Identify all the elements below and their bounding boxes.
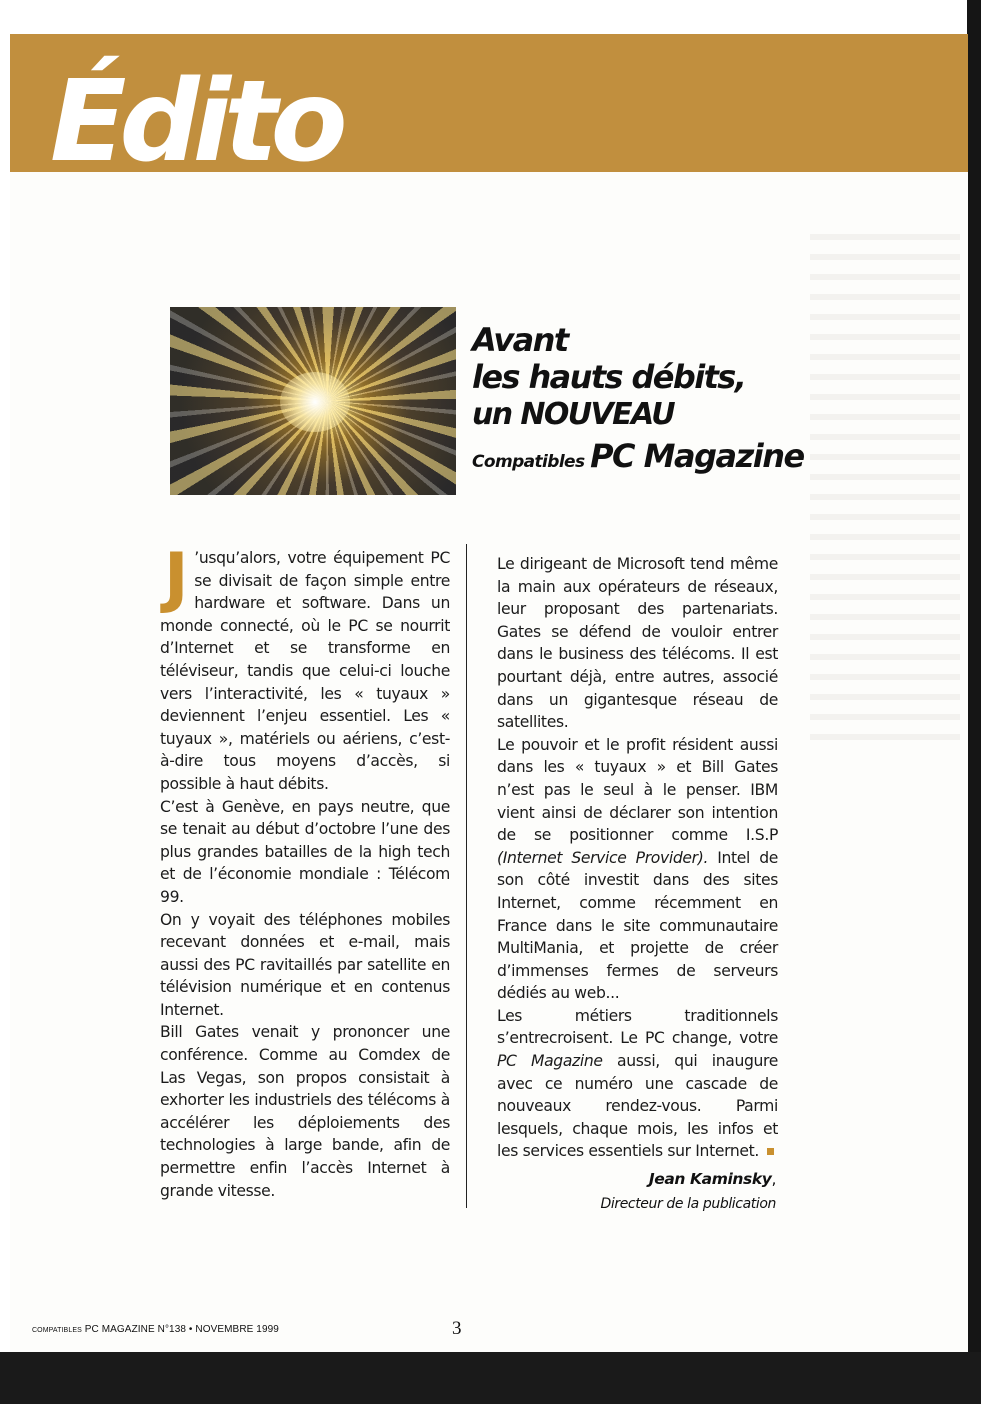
zoom-tunnel-photo xyxy=(170,307,456,495)
page-number: 3 xyxy=(452,1318,462,1339)
section-title: Édito xyxy=(50,57,341,187)
article-column-right xyxy=(497,553,778,1163)
author-role: Directeur de la publication xyxy=(600,1196,776,1212)
paragraph: C’est à Genève, en pays neutre, que se tenait au début d’octobre l’une des plus grandes batailles de la high tech et de l’économie mondiale : Télécom 99. xyxy=(160,797,450,906)
end-mark-icon xyxy=(767,1148,774,1155)
paragraph-text: Intel de son côté investit dans des sites Internet, comme récemment en France dans le site communautaire MultiMania, et projette de créer d’immenses fermes de serveurs dédiés au web... xyxy=(497,848,779,1003)
article-column-left xyxy=(160,539,450,1202)
headline-line-3: un NOUVEAU xyxy=(472,397,675,432)
photo-glow xyxy=(280,372,350,432)
column-divider xyxy=(466,544,467,1208)
paragraph-text: Les métiers traditionnels s’entrecroisent. Le PC change, votre xyxy=(497,1006,778,1048)
brand-big: PC Magazine xyxy=(590,437,804,475)
headline xyxy=(472,322,892,475)
magazine-name: PC Magazine xyxy=(497,1052,603,1071)
footer-issue-line xyxy=(32,1324,279,1335)
show-through-block xyxy=(810,234,960,754)
paragraph xyxy=(497,1005,778,1163)
scan-edge-right xyxy=(967,0,981,1404)
author-comma: , xyxy=(771,1170,776,1188)
footer-issue: PC MAGAZINE N°138 • NOVEMBRE 1999 xyxy=(84,1324,279,1335)
author-name: Jean Kaminsky xyxy=(648,1170,772,1188)
paragraph: Le dirigeant de Microsoft tend même la main aux opérateurs de réseaux, leur proposant des partenariats. Gates se défend de vouloir entrer dans le business des télécoms. Il est pourtant déjà, entre autres, associé dans un gigantesque réseau de satellites. xyxy=(497,555,778,732)
paragraph: Bill Gates venait y prononcer une conférence. Comme au Comdex de Las Vegas, son propos consistait à exhorter les industriels des télécoms à accélérer les déploiements des technologies à large bande, afin de permettre enfin l’accès Internet à grande vitesse. xyxy=(160,1023,450,1200)
isp-expansion: (Internet Service Provider). xyxy=(497,848,709,867)
magazine-page xyxy=(10,34,968,1352)
author-line xyxy=(550,1169,776,1189)
show-through-text xyxy=(50,224,82,324)
paragraph-text: Le pouvoir et le profit résident aussi dans les « tuyaux » et Bill Gates n’est pas le seul à le penser. IBM vient ainsi de déclarer son intention de se positionner comme I.S.P xyxy=(497,735,778,845)
scan-edge-bottom xyxy=(0,1352,981,1404)
headline-line-2: les hauts débits, xyxy=(472,358,746,396)
footer-caps: COMPATIBLES xyxy=(32,1327,82,1334)
paragraph xyxy=(497,734,778,1005)
headline-brand xyxy=(472,437,892,475)
paragraph: On y voyait des téléphones mobiles recevant données et e-mail, mais aussi des PC ravitaillés par satellite en télévision numérique et en contenus Internet. xyxy=(160,910,450,1019)
drop-cap: J xyxy=(164,539,189,616)
header-band xyxy=(10,34,968,187)
signature xyxy=(550,1169,776,1219)
paragraph: ’usqu’alors, votre équipement PC se divisait de façon simple entre hardware et software. Dans un monde connecté, où le PC se nourrit d’Internet et se transforme en téléviseur, tandis que celui-ci louche vers l’interactivité, les « tuyaux » deviennent l’enjeu essentiel. Les « tuyaux », matériels ou aériens, c’est-à-dire tous moyens d’accès, si possible à haut débits. xyxy=(160,549,450,793)
brand-small: Compatibles xyxy=(472,452,585,472)
paragraph-text: aussi, qui inaugure avec ce numéro une cascade de nouveaux rendez-vous. Parmi lesquels, chaque mois, les infos et les services essentiels sur Internet. xyxy=(497,1052,779,1161)
headline-line-1: Avant xyxy=(472,321,568,359)
